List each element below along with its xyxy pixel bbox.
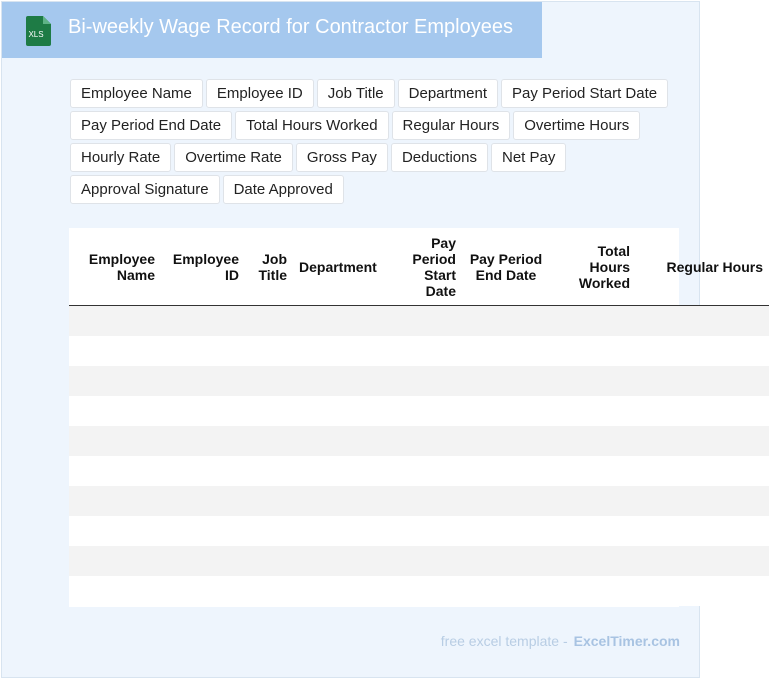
field-tag-row bbox=[70, 111, 670, 140]
table-cell[interactable] bbox=[161, 396, 245, 426]
table-cell[interactable] bbox=[387, 366, 462, 396]
field-tag-list bbox=[70, 79, 670, 207]
table-cell[interactable] bbox=[69, 546, 161, 576]
wage-table bbox=[69, 228, 769, 606]
column-header: Employee ID bbox=[161, 228, 245, 306]
table-cell[interactable] bbox=[550, 396, 636, 426]
column-header: Regular Hours bbox=[636, 228, 769, 306]
table-cell[interactable] bbox=[69, 576, 161, 606]
table-row bbox=[69, 366, 769, 396]
xls-file-icon bbox=[23, 15, 53, 47]
table-cell[interactable] bbox=[245, 456, 293, 486]
table-cell[interactable] bbox=[550, 336, 636, 366]
table-cell[interactable] bbox=[161, 456, 245, 486]
table-cell[interactable] bbox=[636, 396, 769, 426]
table-cell[interactable] bbox=[462, 546, 550, 576]
table-cell[interactable] bbox=[387, 546, 462, 576]
table-cell[interactable] bbox=[462, 306, 550, 337]
table-cell[interactable] bbox=[293, 456, 387, 486]
table-cell[interactable] bbox=[636, 306, 769, 337]
table-cell[interactable] bbox=[161, 576, 245, 606]
table-cell[interactable] bbox=[161, 426, 245, 456]
field-tag: Net Pay bbox=[491, 143, 566, 172]
table-cell[interactable] bbox=[161, 486, 245, 516]
table-row bbox=[69, 306, 769, 337]
table-cell[interactable] bbox=[245, 576, 293, 606]
table-cell[interactable] bbox=[69, 366, 161, 396]
wage-table-container bbox=[69, 228, 763, 607]
table-cell[interactable] bbox=[161, 546, 245, 576]
table-cell[interactable] bbox=[293, 546, 387, 576]
table-cell[interactable] bbox=[462, 336, 550, 366]
table-cell[interactable] bbox=[245, 306, 293, 337]
column-header: Pay Period Start Date bbox=[387, 228, 462, 306]
column-header: Job Title bbox=[245, 228, 293, 306]
table-cell[interactable] bbox=[550, 366, 636, 396]
table-cell[interactable] bbox=[550, 486, 636, 516]
table-cell[interactable] bbox=[245, 366, 293, 396]
field-tag-row bbox=[70, 175, 670, 204]
table-cell[interactable] bbox=[387, 396, 462, 426]
table-row bbox=[69, 426, 769, 456]
table-row bbox=[69, 546, 769, 576]
field-tag: Pay Period Start Date bbox=[501, 79, 668, 108]
table-cell[interactable] bbox=[462, 426, 550, 456]
table-cell[interactable] bbox=[636, 546, 769, 576]
table-cell[interactable] bbox=[387, 486, 462, 516]
field-tag-row bbox=[70, 79, 670, 108]
table-row bbox=[69, 576, 769, 606]
table-cell[interactable] bbox=[550, 546, 636, 576]
table-cell[interactable] bbox=[293, 396, 387, 426]
table-cell[interactable] bbox=[245, 336, 293, 366]
table-cell[interactable] bbox=[462, 486, 550, 516]
title-bar bbox=[2, 2, 542, 58]
field-tag-row bbox=[70, 143, 670, 172]
table-cell[interactable] bbox=[387, 516, 462, 546]
field-tag: Overtime Rate bbox=[174, 143, 293, 172]
table-cell[interactable] bbox=[293, 426, 387, 456]
column-header: Department bbox=[293, 228, 387, 306]
table-cell[interactable] bbox=[636, 516, 769, 546]
field-tag: Deductions bbox=[391, 143, 488, 172]
table-cell[interactable] bbox=[387, 426, 462, 456]
table-row bbox=[69, 456, 769, 486]
table-cell[interactable] bbox=[69, 306, 161, 337]
table-cell[interactable] bbox=[161, 366, 245, 396]
table-cell[interactable] bbox=[636, 576, 769, 606]
field-tag: Department bbox=[398, 79, 498, 108]
table-cell[interactable] bbox=[245, 426, 293, 456]
table-cell[interactable] bbox=[69, 516, 161, 546]
table-cell[interactable] bbox=[387, 306, 462, 337]
table-cell[interactable] bbox=[462, 516, 550, 546]
page-title: Bi-weekly Wage Record for Contractor Employees bbox=[68, 16, 513, 38]
table-cell[interactable] bbox=[636, 456, 769, 486]
column-header: Employee Name bbox=[69, 228, 161, 306]
table-cell[interactable] bbox=[293, 486, 387, 516]
table-cell[interactable] bbox=[293, 366, 387, 396]
field-tag: Approval Signature bbox=[70, 175, 220, 204]
table-cell[interactable] bbox=[636, 366, 769, 396]
table-cell[interactable] bbox=[293, 306, 387, 337]
table-cell[interactable] bbox=[462, 396, 550, 426]
field-tag: Hourly Rate bbox=[70, 143, 171, 172]
table-row bbox=[69, 516, 769, 546]
page bbox=[1, 1, 763, 678]
table-cell[interactable] bbox=[69, 456, 161, 486]
table-row bbox=[69, 486, 769, 516]
table-cell[interactable] bbox=[161, 516, 245, 546]
field-tag: Regular Hours bbox=[392, 111, 511, 140]
footer-text: free excel template - bbox=[440, 633, 568, 649]
table-cell[interactable] bbox=[550, 426, 636, 456]
field-tag: Total Hours Worked bbox=[235, 111, 388, 140]
table-cell[interactable] bbox=[69, 486, 161, 516]
column-header: Total Hours Worked bbox=[550, 228, 636, 306]
field-tag: Gross Pay bbox=[296, 143, 388, 172]
table-body bbox=[69, 306, 769, 607]
field-tag: Pay Period End Date bbox=[70, 111, 232, 140]
table-cell[interactable] bbox=[245, 546, 293, 576]
table-cell[interactable] bbox=[387, 336, 462, 366]
footer-brand-link[interactable]: ExcelTimer.com bbox=[573, 633, 680, 649]
column-header: Pay Period End Date bbox=[462, 228, 550, 306]
table-cell[interactable] bbox=[550, 516, 636, 546]
table-row bbox=[69, 396, 769, 426]
table-cell[interactable] bbox=[69, 426, 161, 456]
table-cell[interactable] bbox=[550, 306, 636, 337]
field-tag: Job Title bbox=[317, 79, 395, 108]
table-cell[interactable] bbox=[636, 486, 769, 516]
table-cell[interactable] bbox=[293, 516, 387, 546]
table-cell[interactable] bbox=[245, 486, 293, 516]
table-cell[interactable] bbox=[161, 336, 245, 366]
table-cell[interactable] bbox=[462, 456, 550, 486]
table-cell[interactable] bbox=[550, 576, 636, 606]
table-cell[interactable] bbox=[636, 426, 769, 456]
table-cell[interactable] bbox=[293, 336, 387, 366]
table-cell[interactable] bbox=[69, 336, 161, 366]
table-cell[interactable] bbox=[245, 396, 293, 426]
table-header-row bbox=[69, 228, 769, 306]
table-cell[interactable] bbox=[161, 306, 245, 337]
table-cell[interactable] bbox=[636, 336, 769, 366]
table-row bbox=[69, 336, 769, 366]
field-tag: Overtime Hours bbox=[513, 111, 640, 140]
field-tag: Employee Name bbox=[70, 79, 203, 108]
field-tag: Date Approved bbox=[223, 175, 344, 204]
table-cell[interactable] bbox=[293, 576, 387, 606]
table-cell[interactable] bbox=[387, 456, 462, 486]
table-cell[interactable] bbox=[387, 576, 462, 606]
table-cell[interactable] bbox=[69, 396, 161, 426]
footer bbox=[441, 633, 680, 649]
table-cell[interactable] bbox=[245, 516, 293, 546]
table-cell[interactable] bbox=[462, 576, 550, 606]
svg-text:XLS: XLS bbox=[28, 30, 44, 39]
field-tag: Employee ID bbox=[206, 79, 314, 108]
table-cell[interactable] bbox=[550, 456, 636, 486]
table-cell[interactable] bbox=[462, 366, 550, 396]
